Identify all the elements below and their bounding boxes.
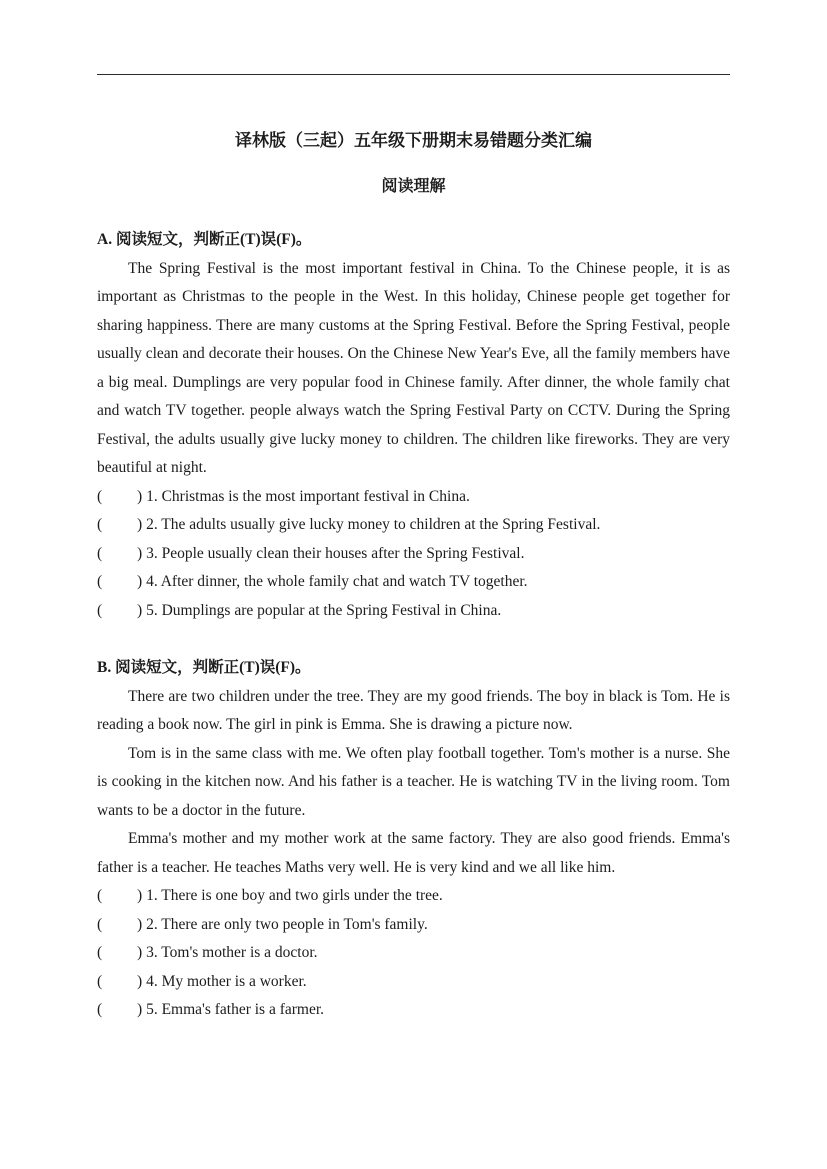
- document-title: 译林版（三起）五年级下册期末易错题分类汇编: [235, 131, 592, 150]
- question-item: ( ) 5. Dumplings are popular at the Spring Festival in China.: [97, 601, 502, 619]
- question-item: ( ) 4. My mother is a worker.: [97, 972, 307, 990]
- section-b-paragraph: Emma's mother and my mother work at the same factory. They are also good friends. Emma's father is a teacher. He teaches Maths very well. He is very kind and we all like him.: [97, 830, 730, 876]
- page-content: [97, 0, 730, 1025]
- section-a-questions: [97, 483, 730, 626]
- question-item: ( ) 4. After dinner, the whole family chat and watch TV together.: [97, 573, 528, 590]
- question-item: ( ) 1. There is one boy and two girls under the tree.: [97, 887, 443, 904]
- question-item: ( ) 1. Christmas is the most important festival in China.: [97, 487, 470, 505]
- section-b: [97, 654, 730, 1025]
- section-a-passage: The Spring Festival is the most important festival in China. To the Chinese people, it is as important as Christmas to the people in the West. In this holiday, Chinese people get together for sharing happiness. There are many customs at the Spring Festival. Before the Spring Festival, people usually clean and decorate their houses. On the Chinese New Year's Eve, all the family members have a big meal. Dumplings are very popular food in Chinese family. After dinner, the whole family chat and watch TV together. people always watch the Spring Festival Party on CCTV. During the Spring Festival, the adults usually give lucky money to children. The children like fireworks. They are very beautiful at night.: [97, 259, 730, 476]
- question-item: ( ) 3. Tom's mother is a doctor.: [97, 944, 318, 961]
- section-b-heading: B. 阅读短文，判断正(T)误(F)。: [97, 659, 311, 676]
- section-b-paragraph: There are two children under the tree. They are my good friends. The boy in black is Tom. He is reading a book now. The girl in pink is Emma. She is drawing a picture now.: [97, 687, 730, 733]
- question-item: ( ) 2. The adults usually give lucky money to children at the Spring Festival.: [97, 516, 601, 533]
- section-a: [97, 226, 730, 625]
- section-b-questions: [97, 882, 730, 1025]
- section-b-paragraph: Tom is in the same class with me. We often play football together. Tom's mother is a nurse. She is cooking in the kitchen now. And his father is a teacher. He is watching TV in the living room. Tom wants to be a doctor in the future.: [97, 744, 730, 819]
- question-item: ( ) 5. Emma's father is a farmer.: [97, 1001, 325, 1018]
- header-rule: [97, 74, 730, 75]
- question-item: ( ) 3. People usually clean their houses after the Spring Festival.: [97, 544, 525, 562]
- section-a-heading: A. 阅读短文，判断正(T)误(F)。: [97, 231, 312, 248]
- question-item: ( ) 2. There are only two people in Tom's family.: [97, 915, 428, 933]
- document-subtitle: 阅读理解: [381, 178, 446, 195]
